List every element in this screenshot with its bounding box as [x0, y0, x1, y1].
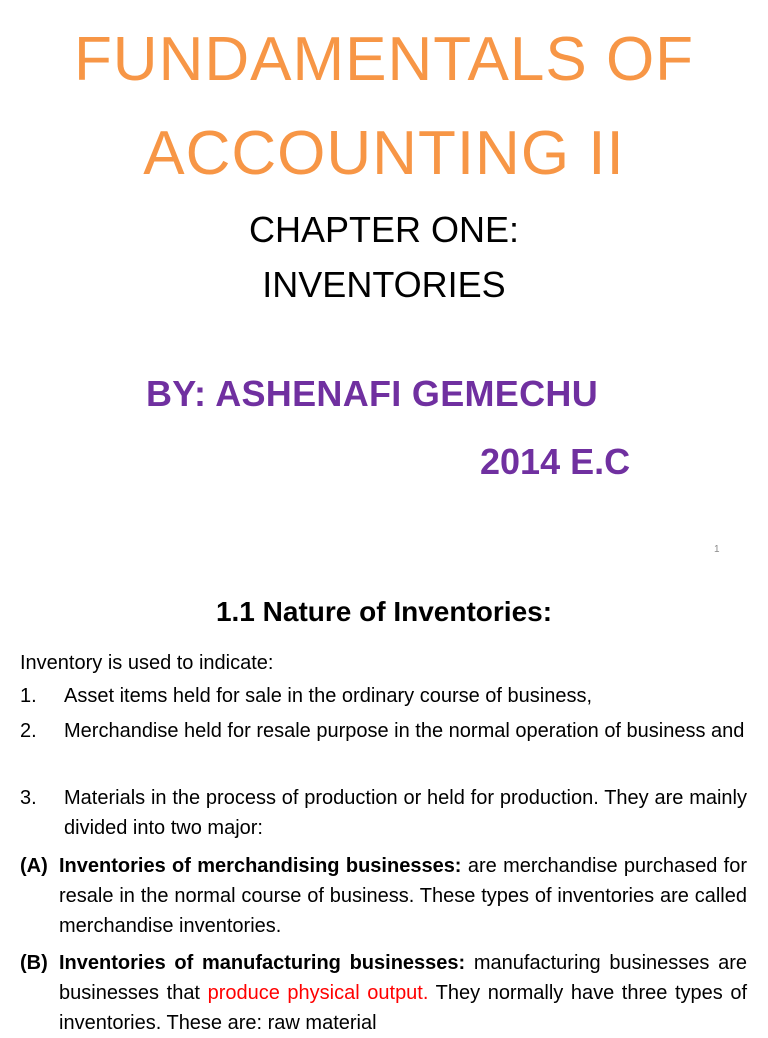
list-item: [20, 681, 747, 711]
list-item-text: Asset items held for sale in the ordinary course of business,: [64, 685, 593, 707]
list-item: [20, 783, 747, 843]
intro-text: Inventory is used to indicate:: [20, 652, 274, 674]
year-label: 2014 E.C: [480, 441, 631, 482]
list-item-text: Merchandise held for resale purpose in the normal operation of business and: [64, 720, 745, 742]
list-item-number: 1.: [20, 685, 37, 707]
sub-item-text: [59, 948, 747, 1038]
sub-item-manufacturing: [20, 948, 747, 1038]
sub-item-body-end: They normally have three types of inventories. These are: raw material: [59, 982, 748, 1034]
content-slide: [0, 566, 768, 1034]
chapter-title: INVENTORIES: [262, 264, 506, 305]
sub-item-merchandising: [20, 851, 747, 941]
highlighted-phrase: produce physical output.: [207, 982, 429, 1004]
sub-item-lead: Inventories of merchandising businesses:: [59, 855, 462, 877]
list-item: [20, 716, 747, 746]
author-name: BY: ASHENAFI GEMECHU: [146, 373, 599, 414]
list-item-number: 2.: [20, 720, 37, 742]
sub-item-lead: Inventories of manufacturing businesses:: [59, 952, 466, 974]
sub-item-body-start: manufacturing businesses are businesses that: [59, 952, 747, 1004]
sub-item-body: are merchandise purchased for resale in the normal course of business. These types of inventories are called merchandise inventories.: [59, 855, 748, 937]
sub-item-label: (B): [20, 952, 48, 974]
sub-item-text: [59, 851, 747, 941]
section-heading: 1.1 Nature of Inventories:: [215, 596, 553, 627]
course-title-line-1: FUNDAMENTALS OF: [73, 25, 695, 94]
course-title-line-2: ACCOUNTING II: [143, 119, 625, 188]
list-item-number: 3.: [20, 787, 37, 809]
list-item-text: Materials in the process of production or held for production. They are mainly divided into two major:: [64, 787, 747, 839]
sub-item-label: (A): [20, 855, 48, 877]
chapter-label: CHAPTER ONE:: [248, 209, 520, 250]
page-number: 1: [714, 544, 720, 555]
